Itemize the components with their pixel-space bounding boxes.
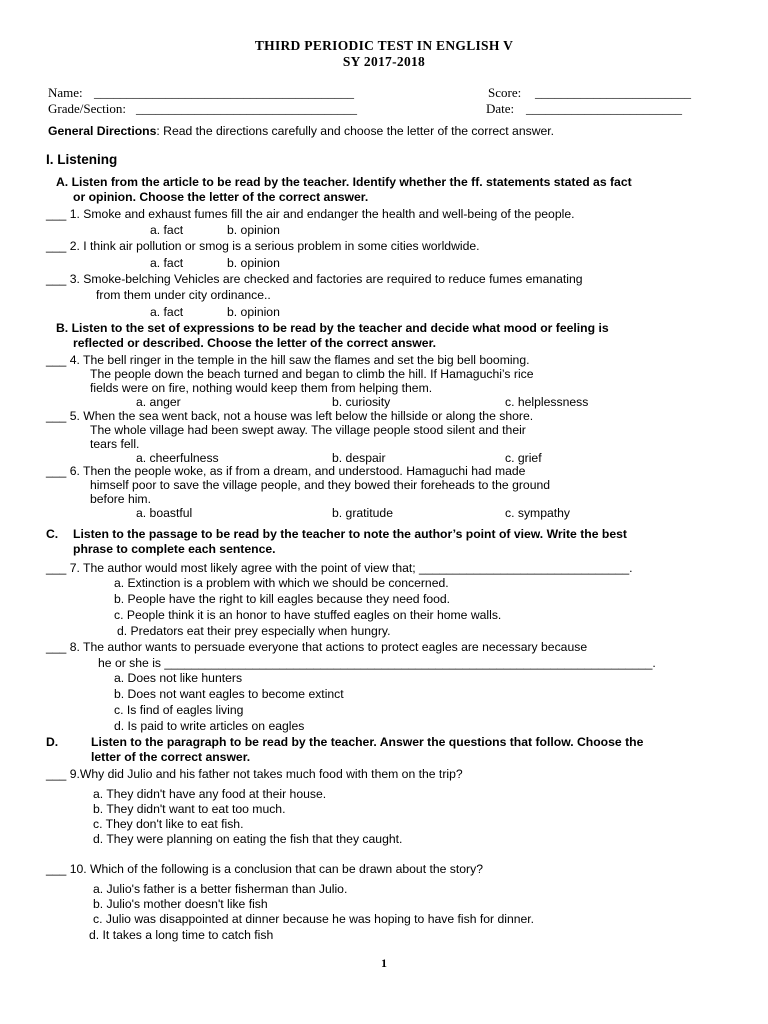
question-8-cont: he or she is ________________________________________________________________________. xyxy=(98,656,656,670)
directions-label: General Directions xyxy=(48,124,157,138)
page-title: THIRD PERIODIC TEST IN ENGLISH V xyxy=(254,38,514,53)
option: b. Does not want eagles to become extinct xyxy=(114,687,344,701)
option: c. grief xyxy=(505,451,542,465)
question-8: ___ 8. The author wants to persuade everyone that actions to protect eagles are necessary because xyxy=(46,640,588,654)
question-3-cont: from them under city ordinance.. xyxy=(96,288,271,302)
option: d. It takes a long time to catch fish xyxy=(89,928,274,942)
question-10: ___ 10. Which of the following is a conclusion that can be drawn about the story? xyxy=(46,862,483,876)
option: c. sympathy xyxy=(505,506,571,520)
section-c-instruction: Listen to the passage to be read by the teacher to note the author’s point of view. Write the best xyxy=(73,527,627,541)
question-6-cont: himself poor to save the village people, and they bowed their foreheads to the ground xyxy=(90,478,551,492)
option: b. opinion xyxy=(227,256,280,270)
question-9: ___ 9.Why did Julio and his father not takes much food with them on the trip? xyxy=(46,767,463,781)
question-5-cont: The whole village had been swept away. The village people stood silent and their xyxy=(90,423,526,437)
option: a. boastful xyxy=(136,506,193,520)
option: a. They didn't have any food at their house. xyxy=(93,787,327,801)
grade-section-label: Grade/Section: xyxy=(48,101,126,116)
question-6-cont: before him. xyxy=(90,492,151,506)
option: a. Julio's father is a better fisherman than Julio. xyxy=(93,882,348,896)
general-directions xyxy=(48,124,554,139)
option: d. They were planning on eating the fish that they caught. xyxy=(93,832,403,846)
section-d-instruction: Listen to the paragraph to be read by the teacher. Answer the questions that follow. Choose the xyxy=(91,735,644,749)
option: a. anger xyxy=(136,395,181,409)
section-b-instruction: reflected or described. Choose the letter of the correct answer. xyxy=(73,336,437,350)
section-c-instruction: phrase to complete each sentence. xyxy=(73,542,276,556)
option: a. fact xyxy=(150,223,184,237)
date-field[interactable]: ________________________ xyxy=(526,101,682,116)
option: a. cheerfulness xyxy=(136,451,219,465)
option: d. Is paid to write articles on eagles xyxy=(114,719,305,733)
grade-section-field[interactable]: __________________________________ xyxy=(136,101,357,116)
school-year: SY 2017-2018 xyxy=(342,54,426,69)
name-field[interactable]: ________________________________________ xyxy=(94,85,354,100)
option: b. Julio's mother doesn't like fish xyxy=(93,897,268,911)
question-4-cont: The people down the beach turned and began to climb the hill. If Hamaguchi’s rice xyxy=(90,367,534,381)
question-4: ___ 4. The bell ringer in the temple in the hill saw the flames and set the big bell booming. xyxy=(46,353,530,367)
part-heading: I. Listening xyxy=(46,152,118,167)
question-4-cont: fields were on fire, nothing would keep them from helping them. xyxy=(90,381,433,395)
option: b. People have the right to kill eagles because they need food. xyxy=(114,592,451,606)
option: b. They didn't want to eat too much. xyxy=(93,802,286,816)
section-d-instruction: letter of the correct answer. xyxy=(91,750,251,764)
question-6: ___ 6. Then the people woke, as if from a dream, and understood. Hamaguchi had made xyxy=(46,464,526,478)
name-label: Name: xyxy=(48,85,83,100)
option: a. fact xyxy=(150,256,184,270)
question-3: ___ 3. Smoke-belching Vehicles are checked and factories are required to reduce fumes emanating xyxy=(46,272,583,286)
option: b. despair xyxy=(332,451,386,465)
question-5: ___ 5. When the sea went back, not a house was left below the hillside or along the shore. xyxy=(46,409,534,423)
option: c. Is find of eagles living xyxy=(114,703,244,717)
section-c-letter: C. xyxy=(46,527,59,541)
section-b-instruction: B. Listen to the set of expressions to be read by the teacher and decide what mood or feeling is xyxy=(56,321,609,335)
option: c. helplessness xyxy=(505,395,589,409)
option: b. gratitude xyxy=(332,506,393,520)
option: c. They don't like to eat fish. xyxy=(93,817,244,831)
option: b. opinion xyxy=(227,223,280,237)
section-d-letter: D. xyxy=(46,735,59,749)
question-7: ___ 7. The author would most likely agree with the point of view that; _______________________________. xyxy=(46,561,633,575)
option: c. Julio was disappointed at dinner because he was hoping to have fish for dinner. xyxy=(93,912,535,926)
score-label: Score: xyxy=(488,85,522,100)
question-1: ___ 1. Smoke and exhaust fumes fill the air and endanger the health and well-being of the people. xyxy=(46,207,575,221)
option: a. fact xyxy=(150,305,184,319)
section-a-instruction: or opinion. Choose the letter of the correct answer. xyxy=(73,190,369,204)
question-5-cont: tears fell. xyxy=(90,437,140,451)
page-number: 1 xyxy=(381,956,387,970)
option: a. Extinction is a problem with which we should be concerned. xyxy=(114,576,449,590)
option: c. People think it is an honor to have stuffed eagles on their home walls. xyxy=(114,608,502,622)
question-2: ___ 2. I think air pollution or smog is a serious problem in some cities worldwide. xyxy=(46,239,480,253)
option: b. curiosity xyxy=(332,395,391,409)
option: d. Predators eat their prey especially when hungry. xyxy=(117,624,391,638)
section-a-instruction: A. Listen from the article to be read by the teacher. Identify whether the ff. statements stated as fact xyxy=(56,175,632,189)
directions-text: : Read the directions carefully and choose the letter of the correct answer. xyxy=(156,124,555,138)
option: a. Does not like hunters xyxy=(114,671,243,685)
score-field[interactable]: ________________________ xyxy=(535,85,691,100)
date-label: Date: xyxy=(486,101,515,116)
option: b. opinion xyxy=(227,305,280,319)
